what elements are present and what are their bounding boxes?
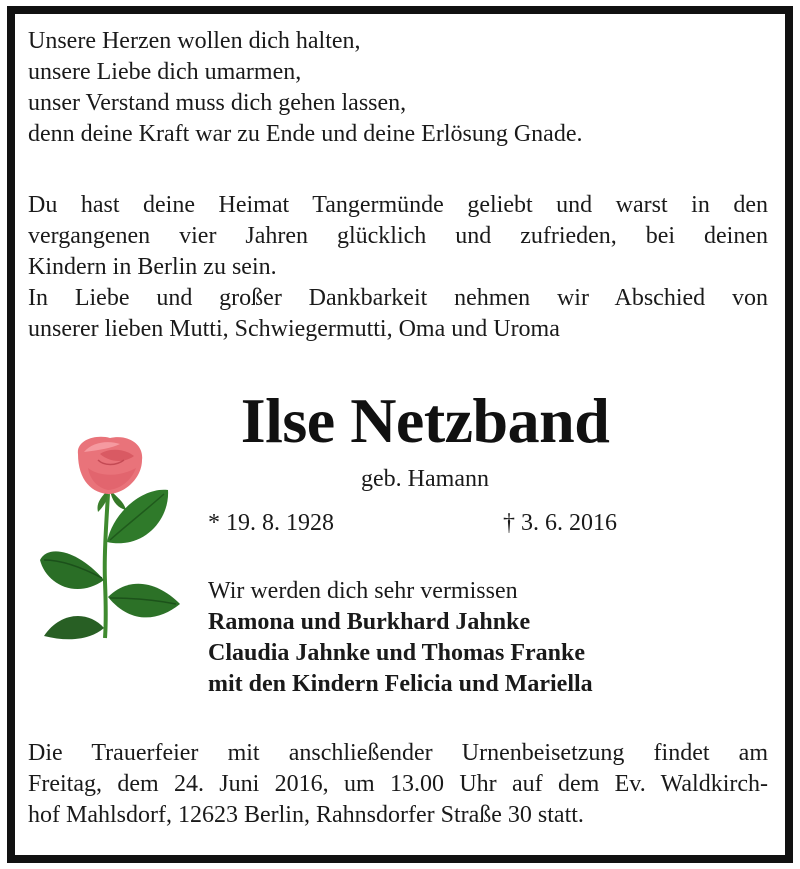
funeral-line: Die Trauerfeier mit anschließender Urnenbeisetzung findet am <box>28 740 768 766</box>
intro-line: unserer lieben Mutti, Schwiegermutti, Oma und Uroma <box>28 316 560 342</box>
poem-line: unser Verstand muss dich gehen lassen, <box>28 90 407 116</box>
intro-line: Du hast deine Heimat Tangermünde geliebt und warst in den <box>28 192 768 218</box>
mourner-name: Ramona und Burkhard Jahnke <box>208 609 531 635</box>
birth-date: * 19. 8. 1928 <box>208 510 334 536</box>
mourner-name: Claudia Jahnke und Thomas Franke <box>208 640 586 666</box>
funeral-info <box>28 738 768 831</box>
intro-paragraph <box>28 190 768 345</box>
intro-line: Kindern in Berlin zu sein. <box>28 254 277 280</box>
funeral-line: hof Mahlsdorf, 12623 Berlin, Rahnsdorfer Straße 30 statt. <box>28 802 584 828</box>
death-date: † 3. 6. 2016 <box>503 510 617 536</box>
poem-line: Unsere Herzen wollen dich halten, <box>28 28 361 54</box>
funeral-line: Freitag, dem 24. Juni 2016, um 13.00 Uhr auf dem Ev. Waldkirch- <box>28 771 768 797</box>
intro-line: In Liebe und großer Dankbarkeit nehmen wir Abschied von <box>28 285 768 311</box>
farewell-message: Wir werden dich sehr vermissen <box>208 578 518 604</box>
poem-line: unsere Liebe dich umarmen, <box>28 59 302 85</box>
mourner-name: mit den Kindern Felicia und Mariella <box>208 671 593 697</box>
deceased-name: Ilse Netzband <box>240 385 610 456</box>
poem <box>28 26 768 150</box>
poem-line: denn deine Kraft war zu Ende und deine Erlösung Gnade. <box>28 121 583 147</box>
mourners-block <box>208 576 768 700</box>
rose-icon <box>38 432 188 640</box>
birth-name: geb. Hamann <box>361 466 489 492</box>
intro-line: vergangenen vier Jahren glücklich und zufrieden, bei deinen <box>28 223 768 249</box>
